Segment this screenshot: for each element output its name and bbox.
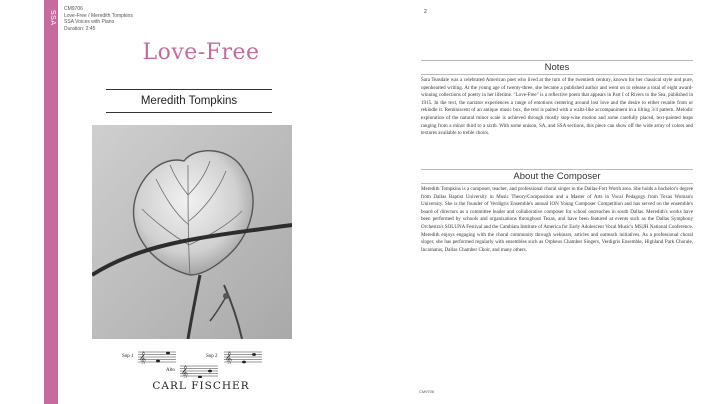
composer-box: [106, 89, 272, 113]
notes-page: [395, 0, 720, 404]
composer-bio: Meredith Tompkins is a composer, teacher, and professional choral singer in the Dallas-Fort Worth area. She holds a bachelor's degree from Dallas Baptist University in Music Theory/Composition and a Master of Arts in Vocal Pedagogy from Texas Woman's University. She is the founder of Verdigris Ensemble's annual ION Young Composer Competition and has served on the ensemble's board of directors as a committee leader and collaborative composer for school outreaches in south Dallas. Meredith's works have been performed by schools and organizations throughout Texas, and have been featured at events such as the Dallas Symphony Orchestra's SOLUNA Festival and the Cambiata Institute of America for Early Adolescent Vocal Music's MS|JH National Conference. Meredith enjoys engaging with the choral community through webinars, articles and outreach initiatives. As a professional choral singer, she has performed regularly with ensembles such as Orpheus Chamber Singers, Verdigris Ensemble, Highland Park Chorale, Incarnatus, Dallas Chamber Choir, and many others.: [421, 186, 693, 253]
composer-divider-bottom: [421, 183, 693, 184]
title-composer-line: Love-Free / Meredith Tompkins: [64, 12, 133, 19]
alto-staff-icon: [180, 364, 218, 378]
composer-name: Meredith Tompkins: [140, 95, 238, 107]
duration-line: Duration: 2:45: [64, 25, 96, 32]
cover-spine: [44, 0, 58, 404]
svg-text:𝄞: 𝄞: [181, 365, 189, 378]
notes-divider-bottom: [421, 74, 693, 75]
composer-divider-top: [421, 169, 693, 170]
sop1-staff-icon: [138, 350, 176, 364]
footer-catalog-number: CM9706: [419, 389, 435, 394]
leaf-photo-image: [92, 125, 292, 339]
notes-divider-top: [421, 60, 693, 61]
svg-text:𝄞: 𝄞: [225, 351, 233, 364]
voice-range-staves: [122, 346, 272, 376]
notes-body: Sara Teasdale was a celebrated American poet who lived at the turn of the twentieth century, known for her classical style and pure, openhearted writing. At the young age of twenty-three, she became a published author and went on to release a total of eight award-winning collections of poetry in her lifetime. "Love-Free" is a reflective poem that appears in Part I of Rivers to the Sea, published in 1915. In the text, the narrator experiences a range of emotions centering around lost love and the desire to either reunite from or rekindle it. Reminiscent of an antique music box, the text is paired with a waltz-like accompaniment in a lilting 3/4 pattern. Melodic exploration of the natural minor scale is achieved through mostly step-wise motion and some carefully placed, text-painted leaps ranging from a minor third to a sixth. With some unison, SA, and SSA sections, this piece can show off the wide array of colors and textures available to treble choirs.: [421, 77, 693, 137]
sop2-staff-icon: [224, 350, 262, 364]
staff-label-alto: Alto: [166, 368, 175, 373]
cover-metadata: [64, 6, 133, 32]
cover-title: Love-Free: [142, 40, 260, 65]
svg-text:𝄞: 𝄞: [139, 351, 147, 364]
staff-label-sop2: Sop 2: [206, 354, 218, 359]
publisher-logo: CARL FISCHER: [152, 380, 250, 392]
catalog-number: CM9706: [64, 6, 83, 12]
spine-label: SSA: [49, 10, 56, 26]
page-number: 2: [424, 9, 427, 15]
notes-heading: Notes: [544, 62, 570, 73]
about-composer-heading: About the Composer: [513, 171, 601, 182]
staff-label-sop1: Sop 1: [122, 354, 134, 359]
cover-photo: [92, 125, 292, 339]
score-cover: [44, 0, 344, 404]
voicing-line: SSA Voices with Piano: [64, 19, 115, 25]
